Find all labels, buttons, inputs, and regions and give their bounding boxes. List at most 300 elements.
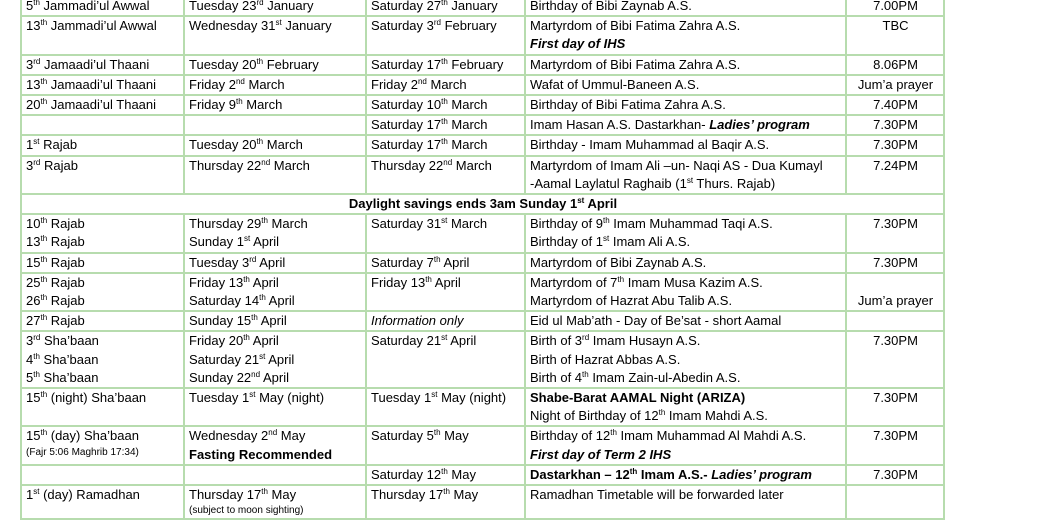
cell-line [530, 486, 842, 504]
table-row [21, 55, 944, 75]
text-part: March [452, 157, 492, 173]
text-part: May [449, 487, 479, 503]
table-row [21, 194, 944, 214]
table-row [21, 388, 944, 426]
text-part: March [447, 216, 488, 232]
time-value: 7.30PM [873, 428, 918, 444]
program-date-cell [366, 75, 525, 95]
text-part: Tuesday 3 [189, 254, 250, 270]
ladies-program-note: Ladies’ program [711, 466, 812, 482]
text-part: April [431, 274, 461, 290]
text-part: Rajab [47, 293, 85, 309]
text-part: Wednesday 2 [189, 428, 269, 444]
text-part: 5 [26, 369, 34, 385]
cell-line [189, 233, 362, 251]
text-part: Saturday 10 [371, 97, 442, 113]
event-cell [525, 135, 846, 155]
ordinal-suffix: th [40, 234, 48, 244]
ordinal-suffix: th [256, 137, 264, 147]
gregorian-date-cell [184, 135, 366, 155]
cell-line [189, 312, 362, 330]
ordinal-suffix: th [441, 117, 448, 127]
cell-line [530, 35, 842, 53]
ordinal-suffix: st [249, 390, 256, 400]
ordinal-suffix: st [431, 390, 438, 400]
cell-line [189, 427, 362, 445]
ordinal-suffix: th [243, 274, 250, 284]
text-part: Friday 13 [189, 274, 244, 290]
text-part: 5 [26, 0, 34, 13]
text-part: Friday 13 [371, 274, 426, 290]
text-part: Birthday of Bibi Zaynab A.S. [530, 0, 692, 13]
text-part: Thursday 17 [189, 487, 262, 503]
table-row [21, 214, 944, 252]
ordinal-suffix: st [259, 351, 266, 361]
islamic-date-cell [21, 95, 184, 115]
cell-line [371, 312, 521, 330]
ordinal-suffix: th [251, 313, 258, 323]
ordinal-suffix: th [617, 274, 625, 284]
text-part: May (night) [437, 390, 507, 406]
gregorian-date-cell [184, 95, 366, 115]
cell-line [530, 292, 842, 310]
cell-line [530, 56, 842, 74]
cell-line [371, 274, 521, 292]
text-part: March [426, 76, 467, 92]
cell-line [371, 56, 521, 74]
text-part: Wafat of Ummul-Baneen A.S. [530, 76, 700, 92]
text-part: Saturday 3 [371, 18, 434, 34]
ordinal-suffix: th [33, 369, 40, 379]
ordinal-suffix: rd [256, 0, 264, 7]
islamic-date-cell [21, 16, 184, 54]
text-part: 3 [26, 157, 34, 173]
text-part: January [281, 18, 332, 34]
islamic-date-cell [21, 331, 184, 388]
cell-line [371, 157, 521, 175]
ordinal-suffix: st [243, 234, 251, 244]
program-date-cell [366, 0, 525, 16]
table-row [21, 273, 944, 311]
cell-line [189, 0, 362, 15]
gregorian-date-cell [184, 465, 366, 485]
time-value: 7.24PM [873, 157, 918, 173]
text-part: Thursday 17 [371, 487, 444, 503]
cell-line [371, 254, 521, 272]
gregorian-date-cell [184, 55, 366, 75]
cell-line [530, 312, 842, 330]
table-row [21, 0, 944, 16]
ordinal-suffix: rd [33, 157, 41, 167]
table-row [21, 75, 944, 95]
cell-line [189, 292, 362, 310]
text-part: Jamaadi’ul Thaani [47, 97, 157, 113]
text-part: February [447, 56, 504, 72]
ordinal-suffix: th [261, 216, 268, 226]
ordinal-suffix: rd [33, 333, 41, 343]
spacer [851, 274, 940, 292]
text-part: April [447, 333, 477, 349]
ordinal-suffix: rd [582, 333, 590, 343]
cell-line [189, 17, 362, 35]
text-part: Birth of 4 [530, 369, 583, 385]
table-row [21, 485, 944, 519]
ordinal-suffix: th [40, 428, 48, 438]
cell-line [26, 76, 180, 94]
islamic-date-cell [21, 253, 184, 273]
text-part: Martyrdom of Bibi Fatima Zahra A.S. [530, 56, 741, 72]
cell-line [26, 96, 180, 114]
program-date-cell [366, 95, 525, 115]
time-value: 7.30PM [873, 390, 918, 406]
program-date-cell [366, 388, 525, 426]
text-part: Sunday 22 [189, 369, 252, 385]
cell-line [26, 274, 180, 292]
ordinal-suffix: rd [249, 254, 257, 264]
ordinal-suffix: th [33, 0, 40, 7]
gregorian-date-cell [184, 311, 366, 331]
text-part: February [263, 56, 319, 72]
text-part: Saturday 21 [189, 351, 260, 367]
cell-line [530, 389, 842, 407]
text-part: Sunday 1 [189, 234, 244, 250]
event-cell [525, 273, 846, 311]
text-part: Imam Ali A.S. [609, 234, 691, 250]
text-part: 4 [26, 351, 34, 367]
gregorian-date-cell [184, 75, 366, 95]
time-value: 7.30PM [873, 254, 918, 270]
ordinal-suffix: th [441, 97, 448, 107]
time-cell [846, 214, 944, 252]
cell-line [26, 427, 180, 445]
text-part: Sha’baan [39, 351, 99, 367]
text-part: Imam Muhammad Taqi A.S. [609, 216, 773, 232]
cell-line [189, 504, 362, 518]
text-part: Fasting Recommended [189, 446, 333, 462]
time-cell [846, 311, 944, 331]
ordinal-suffix: th [40, 18, 48, 28]
text-part: Rajab [47, 254, 85, 270]
text-part: Jamaadi’ul Thaani [40, 56, 150, 72]
text-part: Birthday of Bibi Fatima Zahra A.S. [530, 97, 726, 113]
text-part: 3 [26, 333, 34, 349]
time-value: Jum’a prayer [857, 76, 934, 92]
text-part: 15 [26, 254, 41, 270]
text-part: Saturday 17 [371, 117, 442, 133]
ordinal-suffix: th [610, 428, 617, 438]
text-part: Thursday 22 [189, 157, 262, 173]
text-part: Martyrdom of Hazrat Abu Talib A.S. [530, 293, 733, 309]
text-part: March [244, 76, 285, 92]
text-part: April [249, 333, 279, 349]
text-part: (night) Sha’baan [47, 390, 147, 406]
table-row [21, 135, 944, 155]
program-date-cell [366, 115, 525, 135]
cell-line [26, 312, 180, 330]
event-cell [525, 465, 846, 485]
ordinal-suffix: st [441, 216, 448, 226]
text-part: Saturday 31 [371, 216, 442, 232]
event-cell [525, 311, 846, 331]
event-cell [525, 426, 846, 464]
cell-line [371, 466, 521, 484]
program-date-cell [366, 253, 525, 273]
time-value: 7.00PM [873, 0, 918, 13]
text-part: Jammadi’ul Awwal [39, 0, 150, 13]
cell-line [371, 116, 521, 134]
ordinal-suffix: th [629, 466, 638, 476]
text-part: Tuesday 1 [189, 390, 250, 406]
text-part: Tuesday 1 [371, 390, 432, 406]
text-part: (subject to moon sighting) [189, 505, 304, 517]
text-part: Imam Hasan A.S. Dastarkhan- [530, 117, 710, 133]
ordinal-suffix: st [275, 18, 282, 28]
cell-line [189, 389, 362, 407]
text-part: January [447, 0, 498, 13]
text-part: Martyrdom of 7 [530, 274, 618, 290]
cell-line [189, 136, 362, 154]
cell-line [189, 369, 362, 387]
ordinal-suffix: th [433, 254, 441, 264]
time-value: TBC [882, 18, 909, 34]
cell-line [530, 466, 842, 484]
text-part: March [270, 157, 310, 173]
ordinal-suffix: th [582, 369, 589, 379]
table-row [21, 115, 944, 135]
ordinal-suffix: th [658, 408, 666, 418]
text-part: April [250, 234, 280, 250]
text-part: Sunday 15 [189, 313, 252, 329]
text-part: (day) Sha’baan [47, 428, 139, 444]
gregorian-date-cell [184, 485, 366, 519]
program-date-cell [366, 156, 525, 194]
time-cell [846, 16, 944, 54]
event-cell [525, 485, 846, 519]
gregorian-date-cell [184, 331, 366, 388]
ordinal-suffix: th [40, 293, 48, 303]
cell-line [26, 215, 180, 233]
islamic-date-cell [21, 426, 184, 464]
program-date-cell [366, 311, 525, 331]
text-part: Night of Birthday of 12 [530, 408, 659, 424]
cell-line [189, 215, 362, 233]
text-part: Friday 2 [189, 76, 236, 92]
text-part: Thurs. Rajab) [693, 175, 776, 191]
text-part: Birthday of 1 [530, 234, 603, 250]
text-part: First day of Term 2 IHS [530, 446, 672, 462]
cell-line [530, 0, 842, 15]
text-part: 13 [26, 18, 41, 34]
ordinal-suffix: rd [33, 56, 41, 66]
text-part: Birthday - Imam Muhammad al Baqir A.S. [530, 137, 770, 153]
cell-line [26, 486, 180, 504]
program-date-cell [366, 465, 525, 485]
cell-line [371, 486, 521, 504]
ordinal-suffix: th [243, 333, 250, 343]
cell-line [26, 292, 180, 310]
text-part: Rajab [40, 157, 78, 173]
text-part: Martyrdom of Bibi Zaynab A.S. [530, 254, 707, 270]
program-date-cell [366, 214, 525, 252]
text-part: Saturday 17 [371, 137, 442, 153]
text-part: Thursday 22 [371, 157, 444, 173]
cell-line [26, 446, 180, 460]
time-value: Jum’a prayer [857, 293, 934, 309]
text-part: Sha’baan [40, 333, 99, 349]
text-part: Imam Zain-ul-Abedin A.S. [588, 369, 741, 385]
program-date-cell [366, 485, 525, 519]
text-part: Tuesday 23 [189, 0, 257, 13]
text-part: 3 [26, 56, 34, 72]
ordinal-suffix: th [40, 97, 48, 107]
ordinal-suffix: th [441, 0, 448, 7]
time-value: 7.40PM [873, 97, 918, 113]
table-row [21, 156, 944, 194]
cell-line [530, 17, 842, 35]
cell-line [530, 332, 842, 350]
ordinal-suffix: nd [235, 76, 245, 86]
text-part: Imam Husayn A.S. [589, 333, 701, 349]
event-cell [525, 0, 846, 16]
text-part: Martyrdom of Bibi Fatima Zahra A.S. [530, 18, 741, 34]
event-cell [525, 156, 846, 194]
event-cell [525, 16, 846, 54]
text-part: Imam A.S.- [637, 466, 712, 482]
cell-line [189, 56, 362, 74]
time-cell [846, 273, 944, 311]
cell-line [26, 369, 180, 387]
ordinal-suffix: th [603, 216, 610, 226]
gregorian-date-cell [184, 426, 366, 464]
table-row [21, 331, 944, 388]
text-part: April [256, 254, 286, 270]
cell-line [530, 427, 842, 445]
gregorian-date-cell [184, 156, 366, 194]
cell-line [530, 369, 842, 387]
ordinal-suffix: th [40, 313, 48, 323]
text-part: 15 [26, 390, 41, 406]
cell-line [530, 76, 842, 94]
ordinal-suffix: th [33, 351, 40, 361]
event-cell [525, 55, 846, 75]
ordinal-suffix: rd [433, 18, 441, 28]
cell-line [530, 157, 842, 175]
text-part: Tuesday 20 [189, 137, 257, 153]
text-part: May [447, 466, 476, 482]
table-row [21, 465, 944, 485]
islamic-date-cell [21, 55, 184, 75]
ordinal-suffix: th [40, 274, 48, 284]
table-row [21, 16, 944, 54]
text-part: Martyrdom of Imam Ali –un- Naqi AS - Dua Kumayl [530, 157, 823, 173]
cell-line [26, 56, 180, 74]
text-part: March [242, 97, 283, 113]
text-part: 13 [26, 234, 41, 250]
text-part: Friday 2 [371, 76, 418, 92]
time-cell [846, 75, 944, 95]
gregorian-date-cell [184, 0, 366, 16]
islamic-date-cell [21, 115, 184, 135]
text-part: Saturday 14 [189, 293, 260, 309]
event-cell [525, 214, 846, 252]
gregorian-date-cell [184, 16, 366, 54]
text-part: May [440, 428, 469, 444]
cell-line [26, 332, 180, 350]
text-part: Birth of Hazrat Abbas A.S. [530, 351, 681, 367]
cell-line [189, 351, 362, 369]
text-part: March [447, 117, 488, 133]
text-part: (day) Ramadhan [39, 487, 140, 503]
ordinal-suffix: th [425, 274, 432, 284]
event-cell [525, 115, 846, 135]
text-part: Rajab [47, 274, 85, 290]
cell-line [26, 389, 180, 407]
cell-line [189, 332, 362, 350]
ordinal-suffix: th [40, 390, 48, 400]
ordinal-suffix: st [441, 333, 448, 343]
ordinal-suffix: th [441, 466, 448, 476]
text-part: 10 [26, 216, 41, 232]
ordinal-suffix: nd [443, 157, 453, 167]
text-part: Rajab [47, 216, 85, 232]
text-part: Imam Mahdi A.S. [665, 408, 768, 424]
event-cell [525, 388, 846, 426]
cell-line [530, 274, 842, 292]
text-part: Shabe-Barat AAMAL Night (ARIZA) [530, 390, 746, 406]
cell-line [26, 351, 180, 369]
ordinal-suffix: st [686, 175, 694, 185]
text-part: Information only [371, 313, 464, 329]
cell-line [26, 17, 180, 35]
ordinal-suffix: th [261, 487, 268, 497]
islamic-date-cell [21, 135, 184, 155]
cell-line [530, 233, 842, 251]
table-row [21, 253, 944, 273]
cell-line [371, 17, 521, 35]
text-part: April [440, 254, 470, 270]
ordinal-suffix: th [441, 137, 448, 147]
cell-line [26, 136, 180, 154]
text-part: 27 [26, 313, 41, 329]
text-part: May [277, 428, 306, 444]
time-value: 7.30PM [873, 137, 918, 153]
cell-line [530, 407, 842, 425]
cell-line [530, 96, 842, 114]
event-cell [525, 253, 846, 273]
time-cell [846, 115, 944, 135]
event-cell [525, 331, 846, 388]
text-part: 1 [26, 137, 34, 153]
table-row [21, 426, 944, 464]
islamic-date-cell [21, 214, 184, 252]
text-part: April [265, 351, 295, 367]
ordinal-suffix: st [603, 234, 610, 244]
time-value: 7.30PM [873, 466, 918, 482]
cell-line [26, 0, 180, 15]
cell-line [530, 351, 842, 369]
text-part: Sha’baan [39, 369, 99, 385]
time-cell [846, 95, 944, 115]
text-part: April [257, 313, 287, 329]
time-value: 7.30PM [873, 117, 918, 133]
time-cell [846, 156, 944, 194]
text-part: April [260, 369, 289, 385]
islamic-date-cell [21, 0, 184, 16]
cell-line [189, 446, 362, 464]
cell-line [530, 116, 842, 134]
islamic-date-cell [21, 273, 184, 311]
ordinal-suffix: th [40, 76, 48, 86]
